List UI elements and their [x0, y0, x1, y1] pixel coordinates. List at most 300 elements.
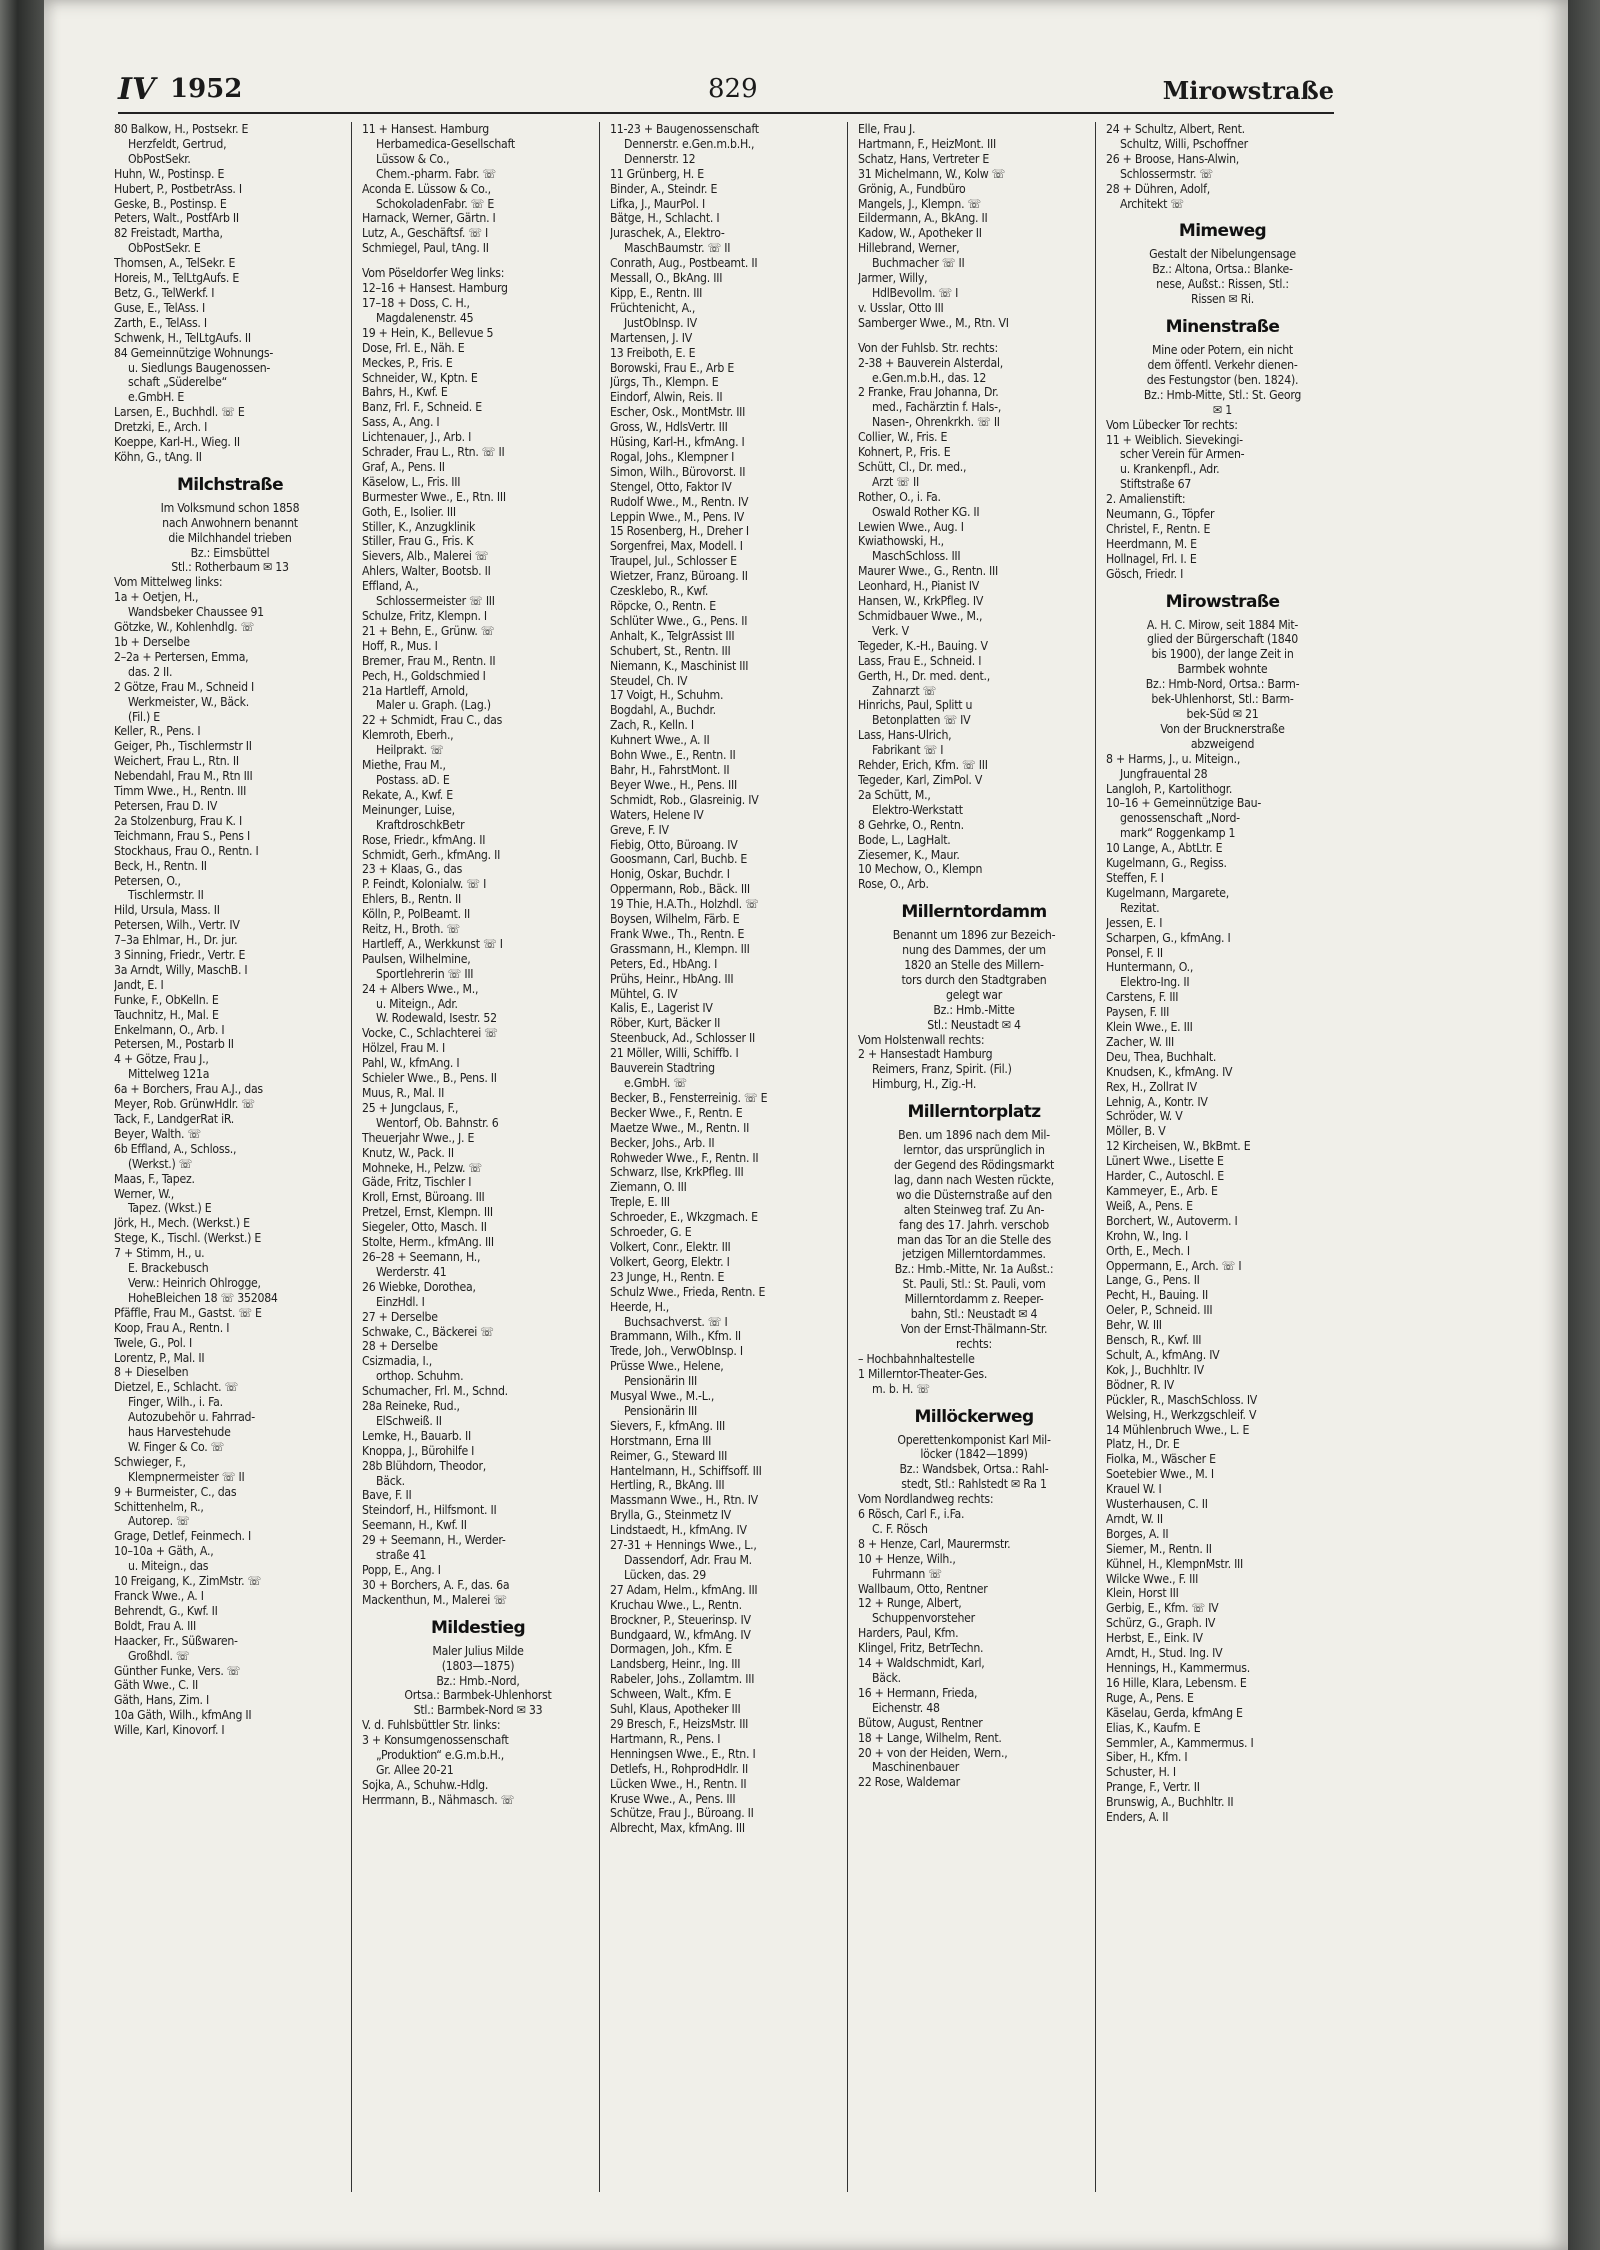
street-description-line: Maler Julius Milde — [432, 1643, 524, 1658]
directory-entry-line: Kwiathowski, H., — [858, 534, 944, 549]
directory-entry-line: Hoff, R., Mus. I — [362, 638, 438, 653]
directory-entry-line: 1 Millerntor-Theater-Ges. — [858, 1366, 988, 1381]
directory-entry-line: Schween, Walt., Kfm. E — [610, 1687, 732, 1702]
directory-entry-line: e.GmbH. E — [128, 390, 185, 405]
directory-entry-line: 2. Amalienstift: — [1106, 492, 1186, 507]
directory-entry-line: Bahr, H., FahrstMont. II — [610, 762, 730, 777]
directory-entry-line: Bauverein Stadtring — [610, 1061, 715, 1076]
directory-entry-line: 8 Gehrke, O., Rentn. — [858, 817, 964, 832]
directory-entry-line: Goth, E., Isolier. III — [362, 504, 456, 519]
street-description-line: rechts: — [956, 1336, 992, 1351]
directory-entry-line: MaschBaumstr. ☏ II — [624, 241, 731, 256]
directory-entry-line: Petersen, O., — [114, 873, 181, 888]
street-description-line: Bz.: Hmb.-Nord, — [436, 1673, 520, 1688]
directory-entry-line: Bütow, August, Rentner — [858, 1715, 983, 1730]
book-binding-edge — [0, 0, 44, 2250]
directory-entry-line: Arndt, W. II — [1106, 1511, 1163, 1526]
directory-entry-line: Keller, R., Pens. I — [114, 724, 201, 739]
directory-entry-line: Mackenthun, M., Malerei ☏ — [362, 1592, 507, 1607]
directory-entry-line: HoheBleichen 18 ☏ 352084 — [128, 1290, 278, 1305]
directory-entry-line: Oeler, P., Schneid. III — [1106, 1303, 1213, 1318]
directory-entry-line: 1a + Oetjen, H., — [114, 590, 199, 605]
directory-entry-line: 2a Schütt, M., — [858, 787, 931, 802]
directory-entry-line: Borges, A. II — [1106, 1526, 1169, 1541]
street-description-line: nach Anwohnern benannt — [162, 515, 298, 530]
directory-entry-line: Hartmann, F., HeizMont. III — [858, 136, 996, 151]
directory-entry-line: Steffen, F. I — [1106, 870, 1164, 885]
directory-entry-line: Juraschek, A., Elektro- — [610, 226, 725, 241]
directory-entry-line: Oppermann, E., Arch. ☏ I — [1106, 1258, 1242, 1273]
directory-entry-line: Musyal Wwe., M.-L., — [610, 1389, 715, 1404]
directory-entry-line: Sorgenfrei, Max, Modell. I — [610, 539, 743, 554]
directory-entry-line: Burmester Wwe., E., Rtn. III — [362, 489, 506, 504]
directory-entry-line: Werkmeister, W., Bäck. — [128, 694, 249, 709]
directory-entry-line: Gäth, Hans, Zim. I — [114, 1693, 209, 1708]
directory-entry-line: Lichtenauer, J., Arb. I — [362, 430, 472, 445]
directory-entry-line: Funke, F., ObKelln. E — [114, 992, 219, 1007]
directory-entry-line: Kalis, E., Lagerist IV — [610, 1001, 713, 1016]
directory-entry-line: Kugelmann, G., Regiss. — [1106, 856, 1227, 871]
directory-entry-line: Schwarz, Ilse, KrkPfleg. III — [610, 1165, 744, 1180]
directory-entry-line: 12–16 + Hansest. Hamburg — [362, 281, 508, 296]
directory-entry-line: Finger, Wilh., i. Fa. — [128, 1395, 223, 1410]
street-description-line: Stl.: Barmbek-Nord ✉ 33 — [413, 1703, 543, 1718]
directory-entry-line: 26–28 + Seemann, H., — [362, 1249, 481, 1264]
column-5 — [1106, 122, 1344, 2192]
directory-entry-line: 28 + Dühren, Adolf, — [1106, 181, 1210, 196]
directory-entry-line: Schwenk, H., TelLtgAufs. II — [114, 330, 251, 345]
directory-entry-line: Thomsen, A., TelSekr. E — [114, 256, 236, 271]
directory-entry-line: Mühtel, G. IV — [610, 986, 678, 1001]
directory-entry-line: Volkert, Conr., Elektr. III — [610, 1239, 731, 1254]
directory-entry-line: Knudsen, K., kfmAng. IV — [1106, 1064, 1233, 1079]
street-description-line: fang des 17. Jahrh. verschob — [899, 1217, 1049, 1232]
directory-entry-line: Lemke, H., Bauarb. II — [362, 1428, 471, 1443]
directory-entry-line: Knutz, W., Pack. II — [362, 1145, 454, 1160]
directory-entry-line: Chem.-pharm. Fabr. ☏ — [376, 166, 496, 181]
directory-entry-line: Mohneke, H., Pelzw. ☏ — [362, 1160, 482, 1175]
street-heading: Mildestieg — [430, 1617, 526, 1638]
directory-entry-line: – Hochbahnhaltestelle — [858, 1351, 975, 1366]
street-description-line: alten Steinweg traf. Zu An- — [903, 1202, 1045, 1217]
directory-entry-line: Steenbuck, Ad., Schlosser II — [610, 1031, 755, 1046]
directory-entry-line: Franck Wwe., A. I — [114, 1589, 204, 1603]
directory-entry-line: med., Fachärztin f. Hals-, — [872, 400, 1002, 415]
directory-entry-line: Arzt ☏ II — [872, 474, 919, 489]
directory-entry-line: V. d. Fuhlsbüttler Str. links: — [362, 1718, 501, 1733]
street-description-line: gelegt war — [946, 987, 1002, 1002]
directory-entry-line: Dietzel, E., Schlacht. ☏ — [114, 1380, 239, 1395]
street-heading: Mirowstraße — [1165, 591, 1280, 612]
directory-entry-line: Vocke, C., Schlachterei ☏ — [362, 1026, 498, 1041]
directory-entry-line: Kipp, E., Rentn. III — [610, 285, 703, 300]
directory-entry-line: Messall, O., BkAng. III — [610, 271, 723, 286]
directory-entry-line: Jörk, H., Mech. (Werkst.) E — [114, 1216, 250, 1231]
directory-entry-line: Prüsse Wwe., Helene, — [610, 1359, 724, 1374]
directory-entry-line: 11 + Hansest. Hamburg — [362, 122, 490, 136]
directory-entry-line: Wilcke Wwe., F. III — [1106, 1571, 1199, 1586]
directory-entry-line: Stengel, Otto, Faktor IV — [610, 479, 732, 494]
directory-entry-line: Csizmadia, I., — [362, 1354, 432, 1369]
directory-entry-line: Sievers, F., kfmAng. III — [610, 1418, 725, 1433]
directory-entry-line: Rex, H., Zollrat IV — [1106, 1079, 1197, 1094]
directory-entry-line: Kuhnert Wwe., A. II — [610, 733, 710, 748]
column-3 — [610, 122, 848, 2192]
street-description-line: lerntor, das ursprünglich in — [903, 1143, 1045, 1158]
directory-entry-line: Rohweder Wwe., F., Rentn. II — [610, 1150, 759, 1165]
directory-entry-line: Oppermann, Rob., Bäck. III — [610, 882, 750, 897]
directory-entry-line: Gäth Wwe., C. II — [114, 1678, 199, 1693]
directory-entry-line: e.GmbH. ☏ — [624, 1076, 687, 1090]
directory-entry-line: Lewien Wwe., Aug. I — [858, 519, 964, 534]
directory-entry-line: Traupel, Jul., Schlosser E — [610, 554, 737, 569]
directory-entry-line: Gross, W., HdlsVertr. III — [610, 420, 728, 435]
directory-entry-line: Brunswig, A., Buchhltr. II — [1106, 1795, 1234, 1810]
directory-entry-line — [362, 256, 594, 266]
directory-entry-line: Prühs, Heinr., HbAng. III — [610, 971, 734, 986]
directory-entry-line: Martensen, J. IV — [610, 330, 692, 345]
directory-entry-line: Vom Mittelweg links: — [114, 575, 223, 590]
street-description-line: Im Volksmund schon 1858 — [160, 500, 300, 515]
directory-entry-line: Schrader, Frau L., Rtn. ☏ II — [362, 445, 505, 460]
directory-entry-line: Peters, Ed., HbAng. I — [610, 956, 718, 971]
directory-entry-line: Klempnermeister ☏ II — [128, 1469, 245, 1484]
directory-entry-line: 2–2a + Pertersen, Emma, — [114, 649, 249, 664]
directory-entry-line: 7 + Stimm, H., u. — [114, 1246, 205, 1261]
directory-entry-line: das. 2 II. — [128, 664, 173, 679]
directory-entry-line: Harnack, Werner, Gärtn. I — [362, 211, 496, 226]
directory-entry-line: 22 + Schmidt, Frau C., das — [362, 713, 503, 728]
directory-entry-line: Niemann, K., Maschinist III — [610, 658, 749, 673]
directory-entry-line: 30 + Borchers, A. F., das. 6a — [362, 1577, 510, 1592]
directory-entry-line: 2 + Hansestadt Hamburg — [858, 1047, 993, 1062]
directory-entry-line: Rekate, A., Kwf. E — [362, 787, 453, 802]
directory-entry-line: Huhn, W., Postinsp. E — [114, 166, 225, 181]
directory-entry-line: Effland, A., — [362, 579, 419, 594]
directory-entry-line: 21 Möller, Willi, Schiffb. I — [610, 1046, 739, 1061]
directory-entry-line: 28 + Derselbe — [362, 1339, 438, 1354]
directory-entry-line: Hartleff, A., Werkkunst ☏ I — [362, 936, 503, 951]
directory-columns — [114, 122, 1344, 2192]
street-description-line: Barmbek wohnte — [1177, 662, 1268, 677]
directory-entry-line: Werderstr. 41 — [376, 1264, 447, 1279]
directory-entry-line: Miethe, Frau M., — [362, 758, 446, 773]
directory-entry-line: Schmiegel, Paul, tAng. II — [362, 241, 489, 256]
directory-entry-line: Tapez. (Wkst.) E — [128, 1201, 212, 1216]
street-description-line: (1803—1875) — [441, 1658, 515, 1673]
street-description-line: Gestalt der Nibelungensage — [1149, 247, 1296, 262]
directory-entry-line: 17 Voigt, H., Schuhm. — [610, 688, 724, 703]
directory-entry-line: Steindorf, H., Hilfsmont. II — [362, 1503, 497, 1518]
directory-entry-line: Herbamedica-Gesellschaft — [376, 136, 515, 151]
directory-entry-line: Petersen, Wilh., Vertr. IV — [114, 918, 240, 933]
directory-entry-line: mark“ Roggenkamp 1 — [1120, 826, 1236, 841]
directory-entry-line: Borchert, W., Autoverm. I — [1106, 1213, 1238, 1228]
directory-entry-line: Rose, Friedr., kfmAng. II — [362, 832, 486, 847]
directory-entry-line: Fabrikant ☏ I — [872, 743, 944, 758]
directory-entry-line: Stockhaus, Frau O., Rentn. I — [114, 843, 259, 858]
street-description-line: Bz.: Eimsbüttel — [190, 545, 270, 560]
directory-entry-line: Beyer Wwe., H., Pens. III — [610, 777, 737, 792]
street-heading: Millerntorplatz — [907, 1102, 1041, 1123]
directory-entry-line: 28a Reineke, Rud., — [362, 1399, 460, 1414]
directory-entry-line: Brockner, P., Steuerinsp. IV — [610, 1612, 751, 1627]
directory-entry-line: Maurer Wwe., G., Rentn. III — [858, 564, 998, 579]
volume-roman-numeral: IV — [118, 72, 156, 107]
directory-entry-line: Guse, E., TelAss. I — [114, 300, 206, 315]
directory-entry-line: 6b Effland, A., Schloss., — [114, 1141, 237, 1156]
directory-entry-line: Rogal, Johs., Klempner I — [610, 449, 735, 464]
directory-entry-line: 15 Rosenberg, H., Dreher I — [610, 524, 749, 539]
street-description-line: löcker (1842—1899) — [920, 1447, 1028, 1462]
directory-entry-line: Bödner, R. IV — [1106, 1377, 1174, 1392]
street-description-line: bek-Süd ✉ 21 — [1186, 707, 1259, 721]
directory-entry-line: Kadow, W., Apotheker II — [858, 226, 982, 241]
street-description-line: nese, Außst.: Rissen, Stl.: — [1156, 277, 1289, 292]
street-description-line: Rissen ✉ Ri. — [1190, 292, 1255, 307]
directory-entry-line: 84 Gemeinnützige Wohnungs- — [114, 345, 274, 360]
directory-entry-line: Hölzel, Frau M. I — [362, 1041, 445, 1056]
directory-entry-line: e.Gen.m.b.H., das. 12 — [872, 370, 987, 385]
directory-entry-line: m. b. H. ☏ — [872, 1381, 930, 1396]
directory-entry-line: 8 + Henze, Carl, Maurermstr. — [858, 1536, 1011, 1551]
directory-entry-line: Käselow, L., Fris. III — [362, 474, 461, 489]
directory-entry-line: Reitz, H., Broth. ☏ — [362, 922, 460, 937]
directory-entry-line: Hubert, P., PostbetrAss. I — [114, 181, 242, 196]
street-description-line: die Milchhandel trieben — [168, 530, 292, 545]
directory-entry-line: Escher, Osk., MontMstr. III — [610, 405, 746, 420]
directory-entry-line: Borowski, Frau E., Arb E — [610, 360, 735, 375]
directory-entry-line: Vom Holstenwall rechts: — [858, 1032, 985, 1047]
directory-entry-line: Vom Lübecker Tor rechts: — [1106, 417, 1238, 432]
directory-entry-line: Hüsing, Karl-H., kfmAng. I — [610, 435, 745, 450]
directory-entry-line: ObPostSekr. E — [128, 241, 201, 256]
directory-entry-line: Großhdl. ☏ — [128, 1648, 190, 1663]
directory-entry-line: Pahl, W., kfmAng. I — [362, 1056, 460, 1071]
directory-entry-line: Eildermann, A., BkAng. II — [858, 211, 988, 226]
street-description-line: Bz.: Hmb-Mitte, Stl.: St. Georg — [1143, 387, 1302, 402]
directory-entry-line: Schwake, C., Bäckerei ☏ — [362, 1324, 494, 1339]
directory-entry-line: Suhl, Klaus, Apotheker III — [610, 1702, 741, 1717]
street-description-line: der Gegend des Rödingsmarkt — [893, 1158, 1055, 1172]
directory-entry-line: Lindstaedt, H., kfmAng. IV — [610, 1523, 747, 1538]
directory-entry-line: Jessen, E. I — [1106, 915, 1163, 930]
directory-entry-line: Pfäffle, Frau M., Gastst. ☏ E — [114, 1305, 262, 1320]
directory-entry-line: Boldt, Frau A. III — [114, 1618, 197, 1633]
street-description-line: Mine oder Potern, ein nicht — [1152, 343, 1293, 358]
column-1 — [114, 122, 352, 2192]
directory-entry-line: SchokoladenFabr. ☏ E — [376, 196, 495, 211]
directory-entry-line: 3 Sinning, Friedr., Vertr. E — [114, 948, 246, 963]
directory-entry-line: 12 Kircheisen, W., BkBmt. E — [1106, 1139, 1251, 1154]
directory-entry-line: Maetze Wwe., M., Rentn. II — [610, 1120, 750, 1135]
directory-entry-line: Schroeder, E., Wkzgmach. E — [610, 1210, 758, 1225]
directory-entry-line: Petersen, Frau D. IV — [114, 798, 218, 813]
directory-entry-line: Eichenstr. 48 — [872, 1700, 940, 1715]
directory-entry-line: KraftdroschkBetr — [376, 817, 465, 832]
directory-entry-line: Koop, Frau A., Rentn. I — [114, 1320, 230, 1335]
directory-entry-line: Schroeder, G. E — [610, 1225, 692, 1240]
directory-entry-line: Pretzel, Ernst, Klempn. III — [362, 1205, 493, 1220]
directory-entry-line: 29 + Seemann, H., Werder- — [362, 1533, 506, 1548]
directory-entry-line: Oswald Rother KG. II — [872, 504, 980, 519]
directory-entry-line: Leonhard, H., Pianist IV — [858, 579, 979, 594]
directory-entry-line: 14 + Waldschmidt, Karl, — [858, 1656, 985, 1671]
directory-entry-line: Behrendt, G., Kwf. II — [114, 1603, 218, 1618]
directory-entry-line: Wietzer, Franz, Büroang. II — [610, 569, 748, 584]
directory-entry-line: Gösch, Friedr. I — [1106, 566, 1184, 581]
directory-entry-line: Vom Nordlandweg rechts: — [858, 1492, 994, 1507]
directory-entry-line: 21a Hartleff, Arnold, — [362, 683, 469, 698]
directory-entry-line: 2a Stolzenburg, Frau K. I — [114, 813, 242, 828]
directory-entry-line: Becker, Johs., Arb. II — [610, 1135, 715, 1150]
directory-entry-line: 19 Thie, H.A.Th., Holzhdl. ☏ — [610, 897, 759, 912]
street-description-line: lag, dann nach Westen rückte, — [893, 1172, 1055, 1187]
directory-entry-line: Enders, A. II — [1106, 1810, 1169, 1825]
directory-entry-line: Dormagen, Joh., Kfm. E — [610, 1642, 732, 1657]
directory-entry-line: Hartmann, R., Pens. I — [610, 1731, 721, 1746]
street-description-line: Operettenkomponist Karl Mil- — [897, 1432, 1051, 1447]
directory-entry-line: Enkelmann, O., Arb. I — [114, 1022, 225, 1037]
directory-entry-line: 23 Junge, H., Rentn. E — [610, 1269, 725, 1284]
street-description-line: Stl.: Neustadt ✉ 4 — [927, 1017, 1021, 1032]
street-description-line: Bz.: Hmb-Nord, Ortsa.: Barm- — [1145, 677, 1300, 692]
directory-entry-line: Bätge, H., Schlacht. I — [610, 211, 720, 226]
directory-entry-line: Larsen, E., Buchhdl. ☏ E — [114, 405, 245, 420]
directory-entry-line: Carstens, F. III — [1106, 990, 1179, 1005]
directory-entry-line: 20 + von der Heiden, Wern., — [858, 1745, 1008, 1760]
directory-entry-line: (Werkst.) ☏ — [128, 1156, 193, 1171]
directory-entry-line: 26 Wiebke, Dorothea, — [362, 1279, 476, 1294]
directory-entry-line: Semmler, A., Kammermus. I — [1106, 1735, 1254, 1750]
directory-entry-line: C. F. Rösch — [872, 1521, 928, 1536]
directory-entry-line: Pensionärin III — [624, 1374, 697, 1389]
year: 1952 — [170, 74, 243, 104]
directory-entry-line: Siegeler, Otto, Masch. II — [362, 1220, 487, 1235]
directory-entry-line: Weichert, Frau L., Rtn. II — [114, 754, 239, 769]
street-description-line: St. Pauli, Stl.: St. Pauli, vom — [902, 1277, 1046, 1292]
directory-entry-line: Dose, Frl. E., Näh. E — [362, 340, 465, 355]
directory-entry-line: Maler u. Graph. (Lag.) — [376, 698, 491, 713]
street-description-line: Bz.: Altona, Ortsa.: Blanke- — [1152, 262, 1293, 277]
directory-entry-line: Geiger, Ph., Tischlermstr II — [114, 739, 252, 754]
directory-entry-line: Hansen, W., KrkPfleg. IV — [858, 594, 984, 609]
directory-entry-line: Meckes, P., Fris. E — [362, 355, 453, 370]
directory-entry-line: Samberger Wwe., M., Rtn. VI — [858, 315, 1009, 330]
directory-entry-line: Buchsachverst. ☏ I — [624, 1314, 728, 1329]
directory-entry-line: Leppin Wwe., M., Pens. IV — [610, 509, 744, 524]
street-description-line: nung des Dammes, der um — [902, 943, 1046, 958]
directory-entry-line: Huntermann, O., — [1106, 960, 1194, 975]
street-description-line: A. H. C. Mirow, seit 1884 Mit- — [1146, 617, 1299, 632]
street-description-line: dem öffentl. Verkehr dienen- — [1147, 357, 1298, 372]
directory-entry-line: Gr. Allee 20-21 — [376, 1762, 454, 1777]
column-4 — [858, 122, 1096, 2192]
directory-entry-line: Röber, Kurt, Bäcker II — [610, 1016, 721, 1031]
directory-entry-line: Hild, Ursula, Mass. II — [114, 903, 220, 918]
directory-entry-line: Popp, E., Ang. I — [362, 1563, 441, 1577]
directory-entry-line: Schulze, Fritz, Klempn. I — [362, 609, 487, 623]
directory-entry-line: 10 Freigang, K., ZimMstr. ☏ — [114, 1574, 262, 1589]
directory-entry-line: Treple, E. III — [610, 1195, 670, 1210]
directory-entry-line: 8 + Harms, J., u. Miteign., — [1106, 751, 1241, 766]
directory-entry-line: Goosmann, Carl, Buchb. E — [610, 852, 748, 867]
directory-entry-line: Aconda E. Lüssow & Co., — [362, 181, 491, 196]
street-heading: Minenstraße — [1165, 317, 1280, 338]
directory-entry-line: Henningsen Wwe., E., Rtn. I — [610, 1746, 756, 1761]
street-description-line: Benannt um 1896 zur Bezeich- — [892, 928, 1056, 943]
directory-entry-line: Tegeder, K.-H., Bauing. V — [858, 638, 988, 653]
directory-entry-line: Schumacher, Frl. M., Schnd. — [362, 1384, 508, 1399]
directory-entry-line: Sportlehrerin ☏ III — [376, 966, 474, 981]
directory-entry-line: Klein, Horst III — [1106, 1586, 1179, 1601]
street-description-line: Bz.: Hmb.-Mitte — [933, 1002, 1015, 1017]
directory-entry-line: 24 + Albers Wwe., M., — [362, 981, 479, 996]
directory-entry-line: Horstmann, Erna III — [610, 1433, 712, 1448]
directory-entry-line: 82 Freistadt, Martha, — [114, 226, 223, 241]
directory-entry-line: Wallbaum, Otto, Rentner — [858, 1581, 988, 1596]
directory-entry-line: Geske, B., Postinsp. E — [114, 196, 227, 211]
directory-entry-line: P. Feindt, Kolonialw. ☏ I — [362, 877, 487, 892]
street-description-line: glied der Bürgerschaft (1840 — [1147, 632, 1298, 647]
directory-entry-line: 11-23 + Baugenossenschaft — [610, 122, 759, 136]
directory-entry-line: Twele, G., Pol. I — [114, 1335, 192, 1350]
directory-entry-line: Maas, F., Tapez. — [114, 1171, 195, 1186]
directory-entry-line: Schütze, Frau J., Büroang. II — [610, 1806, 754, 1821]
directory-entry-line: Brammann, Wilh., Kfm. II — [610, 1329, 741, 1344]
directory-entry-line: u. Krankenpfl., Adr. — [1120, 462, 1220, 477]
directory-entry-line: Klemroth, Eberh., — [362, 728, 454, 743]
directory-entry-line: 18 + Lange, Wilhelm, Rent. — [858, 1730, 1002, 1745]
directory-entry-line: Bäck. — [872, 1671, 901, 1685]
directory-entry-line: Boysen, Wilhelm, Färb. E — [610, 912, 740, 927]
directory-entry-line: Bensch, R., Kwf. III — [1106, 1333, 1202, 1348]
directory-entry-line: Rabeler, Johs., Zollamtm. III — [610, 1672, 755, 1687]
directory-entry-line: Lifka, J., MaurPol. I — [610, 196, 706, 211]
directory-entry-line: HdlBevollm. ☏ I — [872, 285, 959, 300]
directory-entry-line: Reimer, G., Steward III — [610, 1448, 728, 1463]
directory-entry-line: Tegeder, Karl, ZimPol. V — [858, 772, 983, 787]
directory-entry-line: EinzHdl. I — [376, 1294, 425, 1309]
directory-entry-line: 26 + Broose, Hans-Alwin, — [1106, 151, 1240, 166]
directory-entry-line: Meyer, Rob. GrünwHdlr. ☏ — [114, 1097, 255, 1112]
directory-entry-line: 10–10a + Gäth, A., — [114, 1544, 214, 1559]
directory-entry-line: Heerde, H., — [610, 1299, 669, 1314]
directory-entry-line: Mangels, J., Klempn. ☏ — [858, 196, 981, 211]
directory-entry-line: „Produktion“ e.G.m.b.H., — [376, 1748, 504, 1763]
directory-entry-line: Meinunger, Luise, — [362, 802, 455, 817]
directory-entry-line: Elle, Frau J. — [858, 122, 916, 136]
street-description-line: Ben. um 1896 nach dem Mil- — [898, 1128, 1050, 1143]
directory-entry-line: Herrmann, B., Nähmasch. ☏ — [362, 1792, 515, 1807]
directory-entry-line: Beck, H., Rentn. II — [114, 858, 207, 873]
directory-entry-line: Autorep. ☏ — [128, 1514, 190, 1529]
street-description-line: des Festungstor (ben. 1824). — [1146, 372, 1299, 387]
directory-entry-line: Becker, B., Fensterreinig. ☏ E — [610, 1090, 768, 1105]
directory-entry-line: straße 41 — [376, 1548, 427, 1563]
directory-entry-line: Neumann, G., Töpfer — [1106, 507, 1215, 522]
directory-entry-line: Autozubehör u. Fahrrad- — [128, 1410, 255, 1425]
directory-entry-line: Albrecht, Max, kfmAng. III — [610, 1821, 745, 1836]
directory-entry-line: Arndt, H., Stud. Ing. IV — [1106, 1646, 1223, 1661]
directory-entry-line: Welsing, H., Werkzgschleif. V — [1106, 1407, 1257, 1422]
directory-entry-line: Schmidt, Rob., Glasreinig. IV — [610, 792, 759, 807]
directory-entry-line: ObPostSekr. — [128, 151, 191, 166]
directory-entry-line: Paulsen, Wilhelmine, — [362, 951, 471, 966]
directory-entry-line: Tauchnitz, H., Mal. E — [114, 1007, 219, 1022]
directory-entry-line: Kohnert, P., Fris. E — [858, 445, 951, 460]
directory-entry-line: Gäde, Fritz, Tischler I — [362, 1175, 472, 1190]
